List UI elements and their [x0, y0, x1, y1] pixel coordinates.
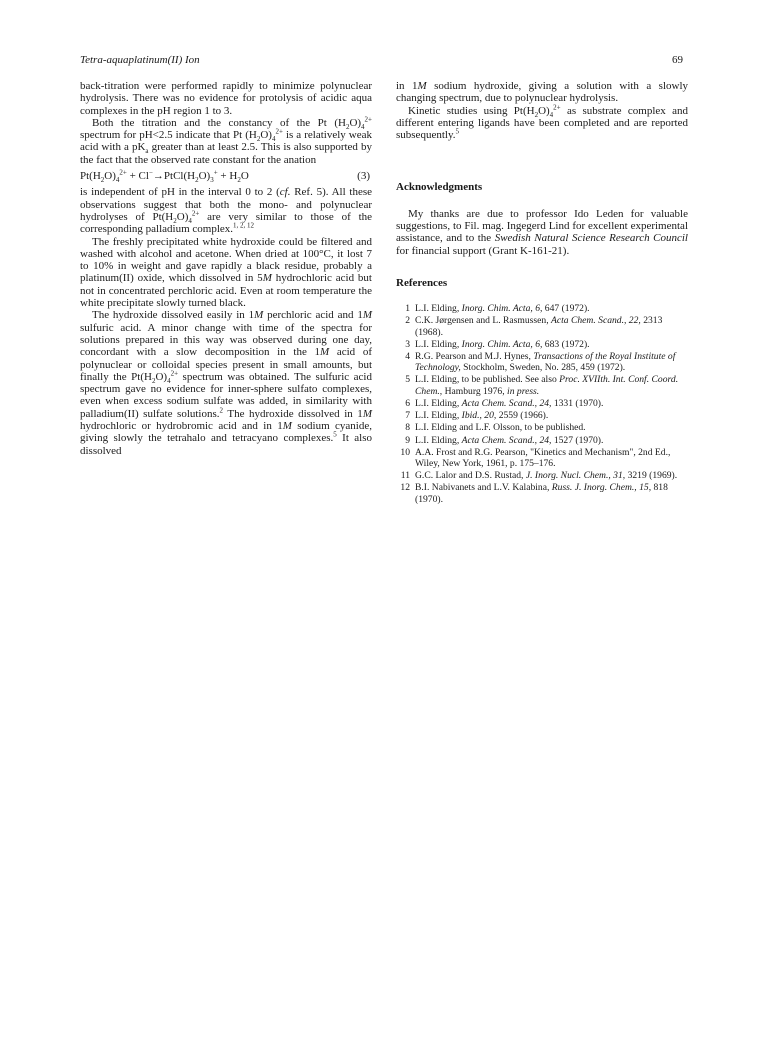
reference-number: 3	[405, 338, 410, 350]
acknowledgments-text: My thanks are due to professor Ido Leden for valuable suggestions, to Fil. mag. Ingegerd Lind for excellent experimental assistance, and to the Swedish Natural Science Research Council for financial support (Grant K-161-21).	[396, 207, 688, 257]
reference-number: 5	[405, 374, 410, 386]
reference-item	[396, 351, 688, 373]
citation-marker: 2	[219, 406, 224, 415]
reference-text: R.G. Pearson and M.J. Hynes, Transactions of the Royal Institute of Technology, Stockholm, Sweden, No. 285, 459 (1972).	[415, 351, 676, 374]
reference-number: 6	[405, 397, 410, 409]
reference-item	[396, 315, 688, 337]
reference-number: 8	[405, 422, 410, 434]
equation-3	[80, 168, 372, 185]
reference-number: 11	[400, 470, 410, 482]
reference-text: C.K. Jørgensen and L. Rasmussen, Acta Chem. Scand., 22, 2313 (1968).	[415, 315, 663, 338]
reference-list	[396, 303, 688, 504]
right-column	[396, 80, 688, 506]
equation-number: (3)	[357, 170, 370, 183]
reference-text: L.I. Elding, Acta Chem. Scand., 24, 1527 (1970).	[415, 434, 604, 446]
reference-item	[396, 482, 688, 504]
running-head: Tetra-aquaplatinum(II) Ion	[80, 54, 200, 66]
reference-text: G.C. Lalor and D.S. Rustad, J. Inorg. Nucl. Chem., 31, 3219 (1969).	[415, 470, 678, 482]
left-column	[80, 80, 372, 457]
reference-text: L.I. Elding, Ibid., 20, 2559 (1966).	[415, 410, 549, 422]
reference-text: L.I. Elding, Inorg. Chim. Acta, 6, 647 (1972).	[415, 303, 590, 315]
reference-item	[396, 398, 688, 409]
reference-item	[396, 447, 688, 469]
paragraph-continuation: back-titration were performed rapidly to minimize polynuclear hydrolysis. There was no evidence for protolysis of acidic aqua complexes in the pH region 1 to 3.	[80, 80, 372, 117]
reference-number: 12	[400, 482, 410, 494]
reference-number: 7	[405, 410, 410, 422]
reference-item	[396, 374, 688, 396]
paragraph-kinetic-studies: Kinetic studies using $Pt(H_2O)_4^{2+}$ as substrate complex and different entering ligands have been completed and are reported subsequently.$^5$	[396, 102, 688, 142]
paragraph-hydroxide-dissolution: The hydroxide dissolved easily in 1M perchloric acid and 1M sulfuric acid. A minor change with time of the spectra for solutions prepared in this way was observed during one day, concordant with a slow decomposition in the 1M acid of polynuclear or colloidal species present in small amounts, but finally the $Pt(H_2O)_4^{2+}$ spectrum was obtained. The sulfuric acid spectrum gave no evidence for inner-sphere sulfato complexes, even when excess sodium sulfate was added, in similarity with palladium(II) sulfate solutions.$^2$ The hydroxide dissolved in 1M hydrochloric or hydrobromic acid and in 1M sodium cyanide, giving slowly the tetrahalo and tetracyano complexes.$^5$ It also dissolved	[80, 309, 373, 457]
reference-item	[396, 422, 688, 433]
paragraph-sodium-hydroxide: in 1M sodium hydroxide, giving a solution with a slowly changing spectrum, due to polynuclear hydrolysis.	[396, 80, 688, 105]
reference-number: 1	[405, 303, 410, 315]
reference-text: L.I. Elding, Inorg. Chim. Acta, 6, 683 (1972).	[415, 338, 590, 350]
reference-item	[396, 339, 688, 350]
reference-number: 2	[405, 315, 410, 327]
reference-text: L.I. Elding, to be published. See also Proc. XVIIth. Int. Conf. Coord. Chem., Hamburg 1976, in press.	[415, 374, 679, 397]
reference-number: 10	[400, 446, 410, 458]
acknowledgments-heading: Acknowledgments	[396, 181, 483, 194]
citation-marker: 5	[333, 430, 337, 439]
reference-text: L.I. Elding and L.F. Olsson, to be published.	[415, 422, 586, 434]
paragraph-acidity: Both the titration and the constancy of the Pt $(H_2O)_4^{2+}$ spectrum for pH<2.5 indicate that Pt $(H_2O)_4^{2+}$ is a relatively weak acid with a $pK_a$ greater than at least 2.5. This is also supported by the fact that the observed rate constant for the anation	[80, 115, 372, 166]
reference-item	[396, 410, 688, 421]
references-heading: References	[396, 276, 448, 289]
paragraph-hydroxide-precipitate: The freshly precipitated white hydroxide could be filtered and washed with alcohol and acetone. When dried at 100°C, it lost 7 to 10% in weight and gave rapidly a black residue, probably a platinum(II) oxide, which dissolved in 5M hydrochloric acid but not in concentrated perchloric acid. Even at room temperature the white precipitate slowly turned black.	[80, 235, 372, 310]
page-number: 69	[672, 54, 683, 66]
paragraph-ph-independence: is independent of pH in the interval 0 to 2 (cf. Ref. 5). All these observations suggest that both the mono- and polynuclear hydrolyses of $Pt(H_2O)_4^{2+}$ are very similar to those of the corresponding palladium complex.$^{1, 2, 12}$	[80, 186, 373, 236]
reference-number: 9	[405, 434, 410, 446]
reference-text: A.A. Frost and R.G. Pearson, "Kinetics and Mechanism", 2nd Ed., Wiley, New York, 1961, p. 175–176.	[415, 446, 671, 469]
citation-marker: 5	[455, 127, 459, 136]
reference-item	[396, 303, 688, 314]
equation-body: $Pt(H_2O)_4^{2+}$ + $Cl^-\to PtCl(H_2O)_3^+ + H_2O$	[80, 168, 249, 185]
reference-item	[396, 435, 688, 446]
reference-text: L.I. Elding, Acta Chem. Scand., 24, 1331 (1970).	[415, 397, 604, 409]
reference-number: 4	[405, 351, 410, 363]
reference-text: B.I. Nabivanets and L.V. Kalabina, Russ. J. Inorg. Chem., 15, 818 (1970).	[415, 482, 668, 505]
citation-marker: 1, 2, 12	[233, 221, 255, 230]
reference-item	[396, 470, 688, 481]
